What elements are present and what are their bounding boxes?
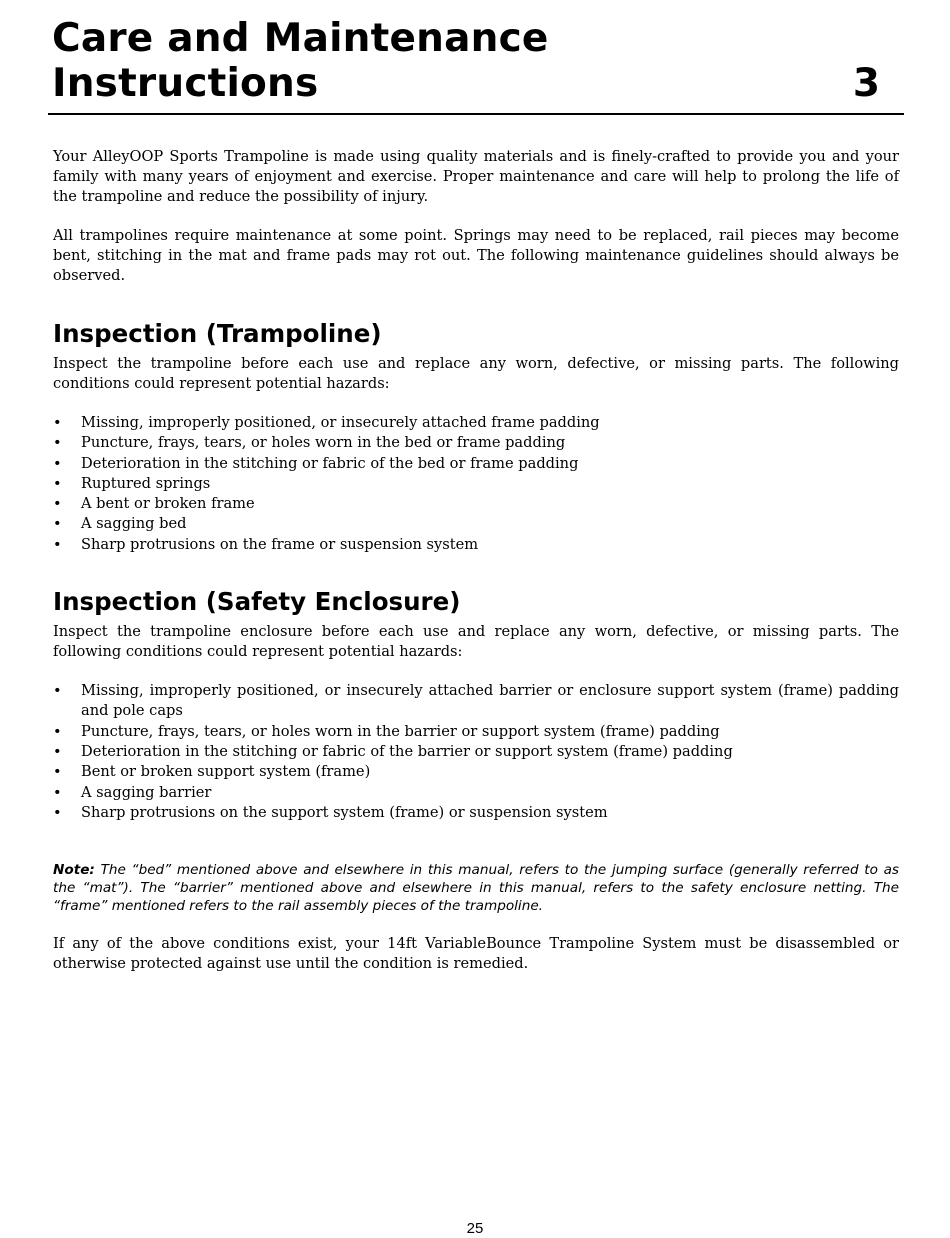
list-item xyxy=(53,474,899,494)
bullet-icon: • xyxy=(53,515,62,533)
list-item-text: Sharp protrusions on the frame or suspension system xyxy=(81,535,479,553)
list-item xyxy=(53,681,899,722)
list-item-text: Deterioration in the stitching or fabric of the bed or frame padding xyxy=(81,454,579,472)
bullet-icon: • xyxy=(53,742,62,760)
bullet-icon: • xyxy=(53,474,62,492)
list-item-text: Bent or broken support system (frame) xyxy=(81,763,371,781)
intro-paragraph-2: All trampolines require maintenance at some point. Springs may need to be replaced, rail pieces may become bent, stitching in the mat and frame pads may rot out. The following maintenance guidelines should always be observed. xyxy=(53,227,899,284)
list-item xyxy=(53,762,899,782)
intro-paragraph-1: Your AlleyOOP Sports Trampoline is made using quality materials and is finely-crafted to provide you and your family with many years of enjoyment and exercise. Proper maintenance and care will help to prolong the life of the trampoline and reduce the possibility of injury. xyxy=(53,148,899,205)
list-item xyxy=(53,433,899,453)
section-heading-trampoline: Inspection (Trampoline) xyxy=(53,319,382,348)
section-intro-enclosure: Inspect the trampoline enclosure before each use and replace any worn, defective, or missing parts. The following conditions could represent potential hazards: xyxy=(53,623,899,661)
list-item xyxy=(53,742,899,762)
page-content xyxy=(53,147,899,974)
bullet-icon: • xyxy=(53,682,62,700)
list-item-text: Sharp protrusions on the support system (frame) or suspension system xyxy=(81,803,608,821)
list-item-text: Missing, improperly positioned, or insecurely attached barrier or enclosure support system (frame) padding and pole caps xyxy=(81,682,899,720)
list-item xyxy=(53,535,899,555)
bullet-icon: • xyxy=(53,722,62,740)
list-item-text: Deterioration in the stitching or fabric of the barrier or support system (frame) padding xyxy=(81,742,733,760)
bullet-icon: • xyxy=(53,535,62,553)
list-item xyxy=(53,494,899,514)
list-item-text: Ruptured springs xyxy=(81,474,211,492)
list-item xyxy=(53,514,899,534)
list-item-text: A bent or broken frame xyxy=(81,495,255,513)
chapter-title xyxy=(52,16,880,106)
page-number: 25 xyxy=(466,1220,484,1237)
bullet-icon: • xyxy=(53,495,62,513)
list-item xyxy=(53,454,899,474)
header-divider xyxy=(48,113,904,115)
note-label: Note: xyxy=(53,862,95,879)
list-item-text: Puncture, frays, tears, or holes worn in the barrier or support system (frame) padding xyxy=(81,722,720,740)
list-item xyxy=(53,722,899,742)
chapter-number: 3 xyxy=(852,61,880,106)
bullet-icon: • xyxy=(53,763,62,781)
section-heading-enclosure: Inspection (Safety Enclosure) xyxy=(53,587,461,617)
list-item-text: A sagging barrier xyxy=(81,783,212,801)
chapter-title-line2: Instructions xyxy=(52,61,319,106)
hazard-list-enclosure xyxy=(53,681,899,823)
bullet-icon: • xyxy=(53,803,62,821)
note-paragraph xyxy=(53,861,899,915)
list-item xyxy=(53,413,899,433)
chapter-title-line1: Care and Maintenance xyxy=(52,16,549,61)
list-item xyxy=(53,803,899,823)
hazard-list-trampoline xyxy=(53,413,899,555)
bullet-icon: • xyxy=(53,414,62,431)
bullet-icon: • xyxy=(53,454,62,472)
list-item xyxy=(53,783,899,803)
note-text: The “bed” mentioned above and elsewhere in this manual, refers to the jumping surface (generally referred to as the “mat”). The “barrier” mentioned above and elsewhere in this manual, refers to the safety enclosure netting. The “frame” mentioned refers to the rail assembly pieces of the trampoline. xyxy=(53,862,899,915)
section-intro-trampoline: Inspect the trampoline before each use and replace any worn, defective, or missing parts. The following conditions could represent potential hazards: xyxy=(53,355,899,392)
list-item-text: A sagging bed xyxy=(81,515,187,533)
closing-paragraph: If any of the above conditions exist, your 14ft VariableBounce Trampoline System must be disassembled or otherwise protected against use until the condition is remedied. xyxy=(53,935,899,973)
bullet-icon: • xyxy=(53,434,62,452)
list-item-text: Puncture, frays, tears, or holes worn in the bed or frame padding xyxy=(81,434,566,452)
bullet-icon: • xyxy=(53,783,62,801)
list-item-text: Missing, improperly positioned, or insecurely attached frame padding xyxy=(81,414,600,431)
chapter-header xyxy=(52,16,880,106)
